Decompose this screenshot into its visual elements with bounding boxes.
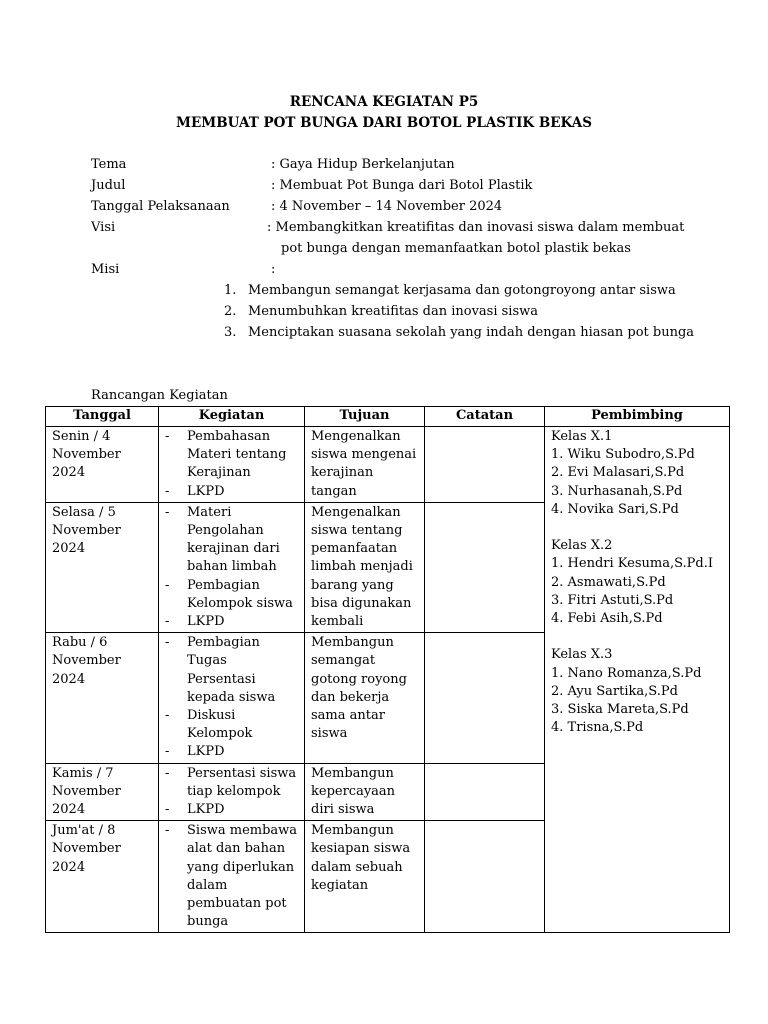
kegiatan-item: - Pembahasan Materi tentang Kerajinan — [165, 429, 287, 481]
kegiatan-item: - Diskusi Kelompok — [165, 708, 253, 742]
document-title: RENCANA KEGIATAN P5 — [289, 94, 479, 110]
kegiatan-item: - Siswa membawa alat dan bahan yang diperlukan dalam pembuatan pot bunga — [165, 823, 298, 930]
header-tanggal: Tanggal — [46, 407, 159, 427]
pembimbing-group-x1 — [551, 428, 724, 519]
kegiatan-item: - LKPD — [165, 744, 225, 760]
misi-item — [224, 282, 694, 303]
table-row — [46, 427, 730, 503]
cell-kegiatan — [159, 633, 305, 763]
misi-label: Misi — [91, 262, 120, 277]
pembimbing-name: 1. Nano Romanza,S.Pd — [551, 665, 702, 681]
cell-tanggal: Kamis / 7 November 2024 — [46, 763, 159, 821]
kegiatan-item: - Persentasi siswa tiap kelompok — [165, 765, 297, 799]
pembimbing-group-x2 — [551, 537, 724, 628]
pembimbing-name: 4. Trisna,S.Pd — [551, 720, 644, 736]
kegiatan-item: - Materi Pengolahan kerajinan dari bahan limbah — [165, 504, 280, 575]
kegiatan-item: - LKPD — [165, 614, 225, 630]
cell-catatan — [425, 427, 545, 503]
misi-number: 2. — [224, 303, 237, 319]
tanggal-label: Tanggal Pelaksanaan — [91, 199, 230, 214]
judul-value: : Membuat Pot Bunga dari Botol Plastik — [271, 178, 533, 193]
cell-catatan — [425, 633, 545, 763]
cell-kegiatan — [159, 763, 305, 821]
tema-value: : Gaya Hidup Berkelanjutan — [271, 157, 455, 172]
pembimbing-group-x3 — [551, 646, 724, 737]
misi-text: Menciptakan suasana sekolah yang indah dengan hiasan pot bunga — [248, 324, 695, 340]
pembimbing-name: 1. Wiku Subodro,S.Pd — [551, 447, 695, 463]
cell-kegiatan — [159, 427, 305, 503]
cell-tanggal: Senin / 4 November 2024 — [46, 427, 159, 503]
visi-line-2: pot bunga dengan memanfaatkan botol plastik bekas — [281, 241, 631, 256]
misi-colon: : — [271, 262, 276, 277]
header-catatan: Catatan — [425, 407, 545, 427]
cell-tanggal: Jum'at / 8 November 2024 — [46, 821, 159, 933]
misi-item — [224, 303, 694, 324]
section-label-rancangan: Rancangan Kegiatan — [91, 388, 228, 403]
misi-text: Menumbuhkan kreatifitas dan inovasi siswa — [248, 303, 539, 319]
kegiatan-item: - LKPD — [165, 802, 225, 818]
misi-item — [224, 324, 694, 345]
pembimbing-name: 4. Novika Sari,S.Pd — [551, 501, 679, 517]
table-header-row — [46, 407, 730, 427]
kegiatan-item: - LKPD — [165, 483, 225, 499]
misi-text: Membangun semangat kerjasama dan gotongroyong antar siswa — [248, 283, 676, 298]
cell-tujuan: Membangun kesiapan siswa dalam sebuah kegiatan — [305, 821, 425, 933]
header-kegiatan: Kegiatan — [159, 407, 305, 427]
cell-tujuan: Membangun kepercayaan diri siswa — [305, 763, 425, 821]
cell-kegiatan — [159, 502, 305, 632]
cell-tujuan: Mengenalkan siswa tentang pemanfaatan limbah menjadi barang yang bisa digunakan kembali — [305, 502, 425, 632]
visi-label: Visi — [91, 220, 116, 235]
kegiatan-item: - Pembagian Kelompok siswa — [165, 577, 293, 611]
visi-line-1: : Membangkitkan kreatifitas dan inovasi siswa dalam membuat — [267, 220, 685, 235]
cell-tanggal: Selasa / 5 November 2024 — [46, 502, 159, 632]
tanggal-value: : 4 November – 14 November 2024 — [271, 199, 503, 214]
cell-kegiatan — [159, 821, 305, 933]
pembimbing-name: 3. Siska Mareta,S.Pd — [551, 702, 689, 718]
pembimbing-name: 3. Nurhasanah,S.Pd — [551, 483, 683, 499]
judul-label: Judul — [91, 178, 126, 193]
pembimbing-name: 2. Ayu Sartika,S.Pd — [551, 683, 678, 699]
tema-label: Tema — [91, 157, 127, 172]
kelas-label: Kelas X.2 — [551, 538, 613, 554]
header-tujuan: Tujuan — [305, 407, 425, 427]
misi-number: 1. — [224, 283, 237, 298]
header-pembimbing: Pembimbing — [545, 407, 730, 427]
misi-number: 3. — [224, 324, 237, 340]
cell-catatan — [425, 821, 545, 933]
kelas-label: Kelas X.3 — [551, 647, 613, 663]
kegiatan-item: - Pembagian Tugas Persentasi kepada siswa — [165, 635, 276, 705]
document-subtitle: MEMBUAT POT BUNGA DARI BOTOL PLASTIK BEKAS — [176, 115, 592, 131]
pembimbing-name: 2. Evi Malasari,S.Pd — [551, 465, 685, 481]
pembimbing-name: 1. Hendri Kesuma,S.Pd.I — [551, 556, 713, 572]
cell-tanggal: Rabu / 6 November 2024 — [46, 633, 159, 763]
pembimbing-name: 2. Asmawati,S.Pd — [551, 574, 666, 590]
cell-catatan — [425, 502, 545, 632]
rancangan-table — [45, 406, 730, 933]
kelas-label: Kelas X.1 — [551, 429, 613, 444]
cell-pembimbing — [545, 427, 730, 933]
pembimbing-name: 3. Fitri Astuti,S.Pd — [551, 592, 674, 608]
cell-catatan — [425, 763, 545, 821]
pembimbing-name: 4. Febi Asih,S.Pd — [551, 611, 663, 627]
misi-list — [224, 282, 694, 344]
cell-tujuan: Membangun semangat gotong royong dan bekerja sama antar siswa — [305, 633, 425, 763]
cell-tujuan: Mengenalkan siswa mengenai kerajinan tangan — [305, 427, 425, 503]
